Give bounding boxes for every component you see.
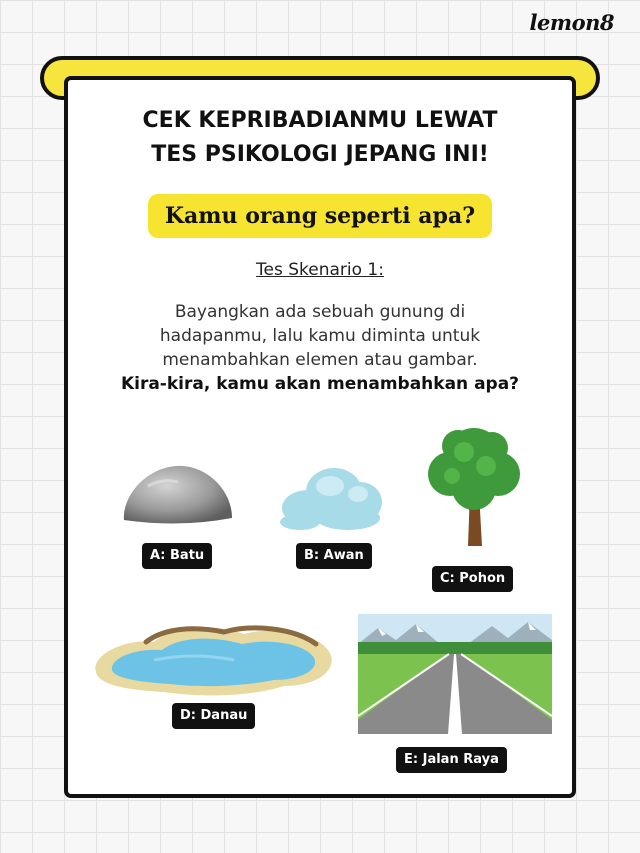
question-text: [80, 300, 560, 396]
page-title: [0, 104, 640, 172]
cloud-icon: [278, 460, 386, 532]
title-line-1: CEK KEPRIBADIANMU LEWAT: [142, 108, 498, 133]
question-line-2: hadapanmu, lalu kamu diminta untuk: [159, 326, 481, 346]
question-line-3: menambahkan elemen atau gambar.: [162, 350, 478, 370]
road-icon: [358, 614, 552, 734]
option-e-label: E: Jalan Raya: [396, 747, 507, 773]
brand-logo: lemon8: [529, 10, 614, 35]
title-line-2: TES PSIKOLOGI JEPANG INI!: [151, 142, 489, 167]
rock-icon: [118, 456, 238, 528]
question-prompt: Kira-kira, kamu akan menambahkan apa?: [120, 374, 520, 394]
option-d-label: D: Danau: [172, 703, 255, 729]
lake-icon: [84, 616, 340, 700]
question-line-1: Bayangkan ada sebuah gunung di: [174, 302, 466, 322]
tree-icon: [424, 422, 524, 552]
highlight-banner: Kamu orang seperti apa?: [148, 194, 492, 238]
option-b-label: B: Awan: [296, 543, 372, 569]
scenario-heading: Tes Skenario 1:: [256, 260, 384, 280]
option-a-label: A: Batu: [142, 543, 212, 569]
option-c-label: C: Pohon: [432, 566, 513, 592]
